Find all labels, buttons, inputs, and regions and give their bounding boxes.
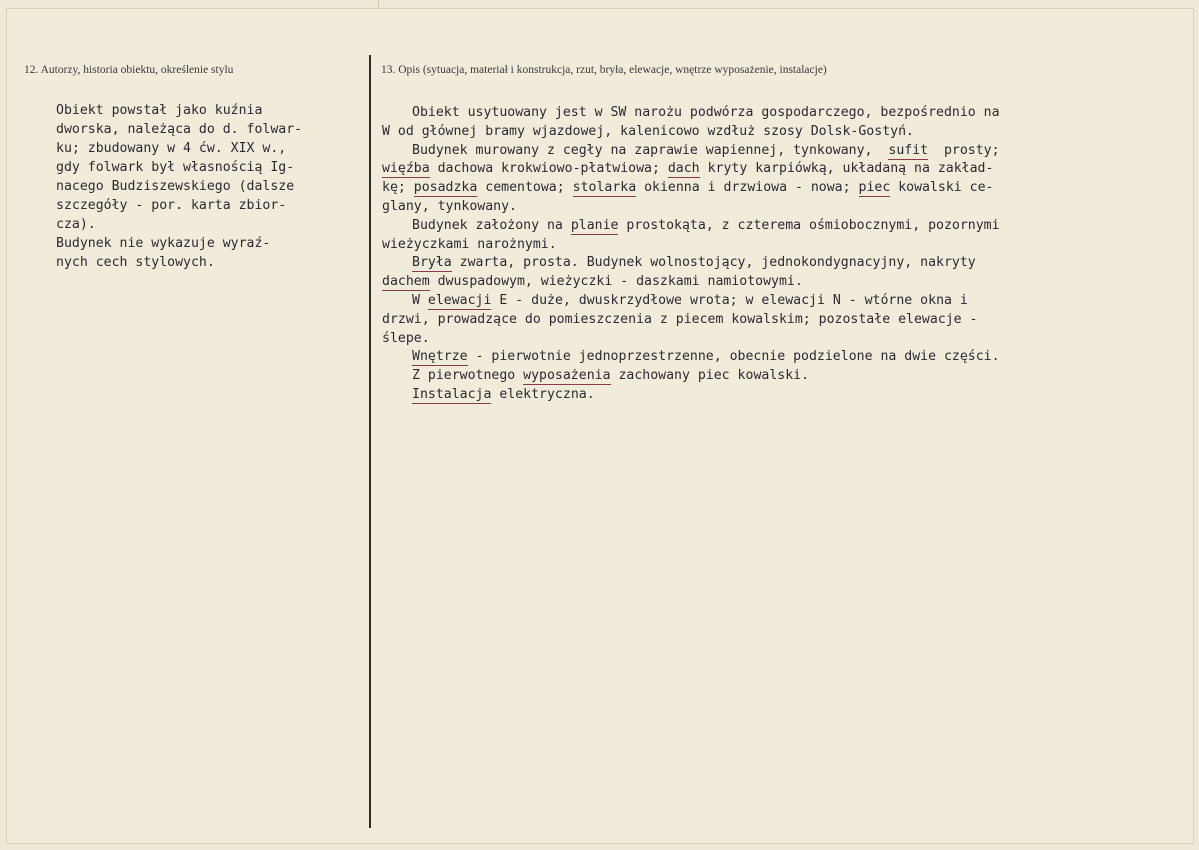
text-run: dachowa krokwiowo-płatwiowa; — [437, 161, 660, 177]
underlined-term: elewacji — [427, 292, 492, 308]
text-run: W od głównej bramy wjazdowej, kalenicowo wzdłuż szosy Dolsk-Gostyń. — [382, 123, 914, 139]
text-run: - pierwotnie jednoprzestrzenne, obecnie podzielone na dwie części. — [475, 349, 1000, 365]
text-run: glany, tynkowany. — [382, 198, 517, 214]
text-run: Budynek założony na — [412, 217, 563, 233]
text-run: prostokąta, z czterema ośmiobocznymi, pozornymi — [626, 217, 1000, 233]
text-run: zachowany piec kowalski. — [618, 368, 810, 384]
underlined-term: planie — [570, 217, 619, 233]
description-paragraph-elevations — [382, 292, 1142, 348]
history-line: dworska, należąca do d. folwar- — [56, 122, 303, 137]
history-paragraph — [56, 101, 356, 272]
text-run: zwarta, prosta. Budynek wolnostojący, jednokondygnacyjny, nakryty — [459, 255, 976, 271]
right-column-text — [382, 104, 1142, 405]
history-line: cza). — [56, 217, 96, 232]
description-paragraph-installations — [382, 386, 1142, 405]
description-paragraph-massing — [382, 254, 1142, 292]
text-run: cementowa; — [485, 180, 565, 196]
text-run: E - duże, dwuskrzydłowe wrota; w elewacji N - wtórne okna i — [499, 292, 968, 308]
text-run: kryty karpiówką, układaną na zakład- — [707, 161, 994, 177]
text-run: kę; — [382, 180, 406, 196]
column-divider — [369, 55, 371, 828]
history-line: Obiekt powstał jako kuźnia — [56, 103, 263, 118]
text-run: dwuspadowym, wieżyczki - daszkami namiotowymi. — [437, 274, 803, 290]
text-run: W — [412, 292, 420, 308]
underlined-term: dachem — [382, 274, 430, 290]
history-line: nacego Budziszewskiego (dalsze — [56, 179, 295, 194]
underlined-term: Instalacja — [412, 386, 492, 402]
description-paragraph-equipment — [382, 367, 1142, 386]
text-run: drzwi, prowadzące do pomieszczenia z piecem kowalskim; pozostałe elewacje - — [382, 311, 978, 327]
history-line: nych cech stylowych. — [56, 255, 215, 270]
underlined-term: dach — [667, 161, 700, 177]
text-run: prosty; — [943, 142, 1000, 158]
text-run: Obiekt usytuowany jest w SW narożu podwórza gospodarczego, bezpośrednio na — [412, 105, 1000, 120]
description-paragraph-interior — [382, 348, 1142, 367]
description-paragraph-location — [382, 104, 1142, 142]
description-paragraph-plan — [382, 217, 1142, 255]
underlined-term: Wnętrze — [412, 349, 468, 365]
description-paragraph-materials — [382, 142, 1142, 217]
paper-crease — [378, 0, 379, 8]
underlined-term: więźba — [382, 161, 430, 177]
underlined-term: stolarka — [572, 180, 637, 196]
underlined-term: wyposażenia — [523, 368, 611, 384]
text-run: Budynek murowany z cegły na zaprawie wapiennej, tynkowany, — [412, 142, 873, 158]
right-heading: 13. Opis (sytuacja, materiał i konstrukcja, rzut, bryła, elewacje, wnętrze wyposażenie, instalacje) — [381, 64, 827, 76]
text-run: ślepe. — [382, 330, 430, 346]
text-run: Z pierwotnego — [412, 368, 516, 384]
underlined-term: Bryła — [412, 255, 452, 271]
left-heading: 12. Autorzy, historia obiektu, określenie stylu — [24, 64, 234, 76]
text-run: kowalski ce- — [898, 180, 994, 196]
history-line: gdy folwark był własnością Ig- — [56, 160, 295, 175]
underlined-term: piec — [858, 180, 891, 196]
history-line: ku; zbudowany w 4 ćw. XIX w., — [56, 141, 287, 156]
left-column-text — [56, 101, 356, 272]
underlined-term: posadzka — [413, 180, 478, 196]
history-line: Budynek nie wykazuje wyraź- — [56, 236, 271, 251]
underlined-term: sufit — [888, 142, 929, 158]
text-run: okienna i drzwiowa - nowa; — [644, 180, 851, 196]
text-run: wieżyczkami narożnymi. — [382, 236, 557, 252]
history-line: szczegóły - por. karta zbior- — [56, 198, 287, 213]
text-run: elektryczna. — [499, 386, 595, 402]
